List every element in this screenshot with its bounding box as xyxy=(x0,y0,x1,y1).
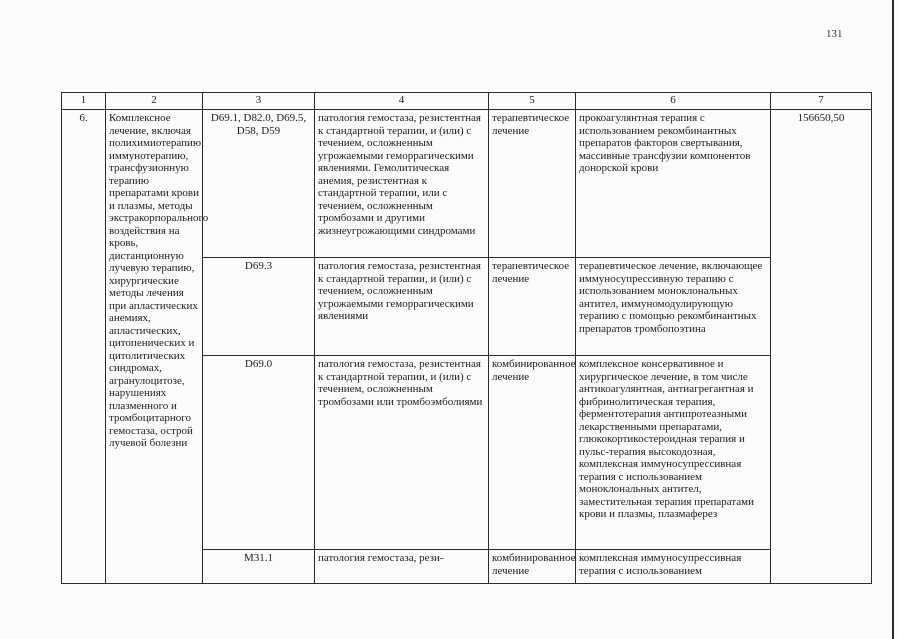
column-number-row xyxy=(62,93,872,110)
table-row xyxy=(62,110,872,258)
standard-cost: 156650,50 xyxy=(771,110,872,584)
treatment-method: комплексная иммуносупрессивная терапия с использованием xyxy=(576,550,771,584)
diagnosis-code: D69.1, D82.0, D69.5, D58, D59 xyxy=(203,110,315,258)
patient-model: патология гемостаза, рези- xyxy=(315,550,489,584)
patient-model: патология гемостаза, резистентная к стандартной терапии, и (или) с течением, осложненным угрожаемыми геморрагическими явлениями. Гемолитическая анемия, резистентная к стандартной терапии, или с течением, осложненным тромбозами и другими жизнеугрожающими синдромами xyxy=(315,110,489,258)
column-number-header: 3 xyxy=(203,93,315,110)
column-number-header: 5 xyxy=(489,93,576,110)
patient-model: патология гемостаза, резистентная к стандартной терапии, и (или) с течением, осложненным тромбозами или тромбоэмболиями xyxy=(315,356,489,550)
row-number: 6. xyxy=(62,110,106,584)
treatment-type: терапевтическое лечение xyxy=(489,258,576,356)
diagnosis-code: M31.1 xyxy=(203,550,315,584)
treatment-type: комбинированное лечение xyxy=(489,550,576,584)
column-number-header: 2 xyxy=(106,93,203,110)
treatment-type: комбинированное лечение xyxy=(489,356,576,550)
column-number-header: 1 xyxy=(62,93,106,110)
page-number: 131 xyxy=(826,28,843,40)
column-number-header: 6 xyxy=(576,93,771,110)
treatment-method: прокоагулянтная терапия с использованием рекомбинантных препаратов факторов свертывания, массивные трансфузии компонентов донорской крови xyxy=(576,110,771,258)
column-number-header: 4 xyxy=(315,93,489,110)
diagnosis-code: D69.3 xyxy=(203,258,315,356)
page-edge-line xyxy=(892,0,894,639)
diagnosis-code: D69.0 xyxy=(203,356,315,550)
treatment-method: терапевтическое лечение, включающее иммуносупрессивную терапию с использованием моноклональных антител, иммуномодулирующую терапию с помощью рекомбинантных препаратов тромбопоэтина xyxy=(576,258,771,356)
medical-care-table xyxy=(61,92,872,584)
care-type-description: Комплексное лечение, включая полихимиотерапию, иммунотерапию, трансфузионную терапию препаратами крови и плазмы, методы экстракорпорального воздействия на кровь, дистанционную лучевую терапию, хирургические методы лечения при апластических анемиях, апластических, цитопенических и цитолитических синдромах, агранулоцитозе, нарушениях плазменного и тромбоцитарного гемостаза, острой лучевой болезни xyxy=(106,110,203,584)
treatment-method: комплексное консервативное и хирургическое лечение, в том числе антикоагулянтная, антиагрегантная и фибринолитическая терапия, ферментотерапия антипротеазными лекарственными препаратами, глюкокортикостероидная терапия и пульс-терапия высокодозная, комплексная иммуносупрессивная терапия с использованием моноклональных антител, заместительная терапия препаратами крови и плазмы, плазмаферез xyxy=(576,356,771,550)
treatment-type: терапевтическое лечение xyxy=(489,110,576,258)
patient-model: патология гемостаза, резистентная к стандартной терапии, и (или) с течением, осложненным угрожаемыми геморрагическими явлениями xyxy=(315,258,489,356)
column-number-header: 7 xyxy=(771,93,872,110)
